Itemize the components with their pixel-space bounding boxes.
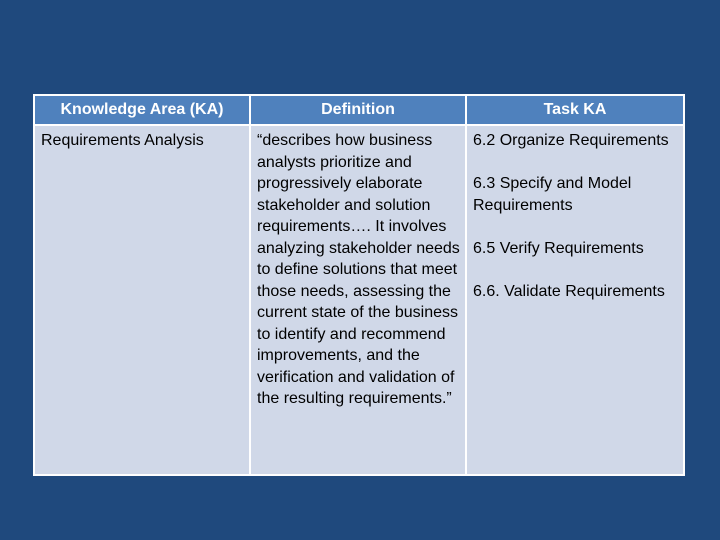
table-header-row (34, 95, 684, 125)
task-item: 6.6. Validate Requirements (473, 282, 665, 300)
cell-knowledge-area (34, 125, 250, 475)
task-list (473, 130, 677, 302)
knowledge-area-text: Requirements Analysis (41, 132, 204, 149)
header-task-ka: Task KA (466, 95, 684, 125)
table-row (34, 125, 684, 475)
task-item: 6.2 Organize Requirements (473, 132, 669, 149)
task-item: 6.3 Specify and Model Requirements (473, 175, 632, 214)
ka-table (33, 94, 685, 476)
task-item: 6.5 Verify Requirements (473, 239, 644, 257)
cell-definition (250, 125, 466, 475)
header-knowledge-area: Knowledge Area (KA) (34, 95, 250, 125)
definition-text: “describes how business analysts prioritize and progressively elaborate stakeholder and solution requirements…. It involves analyzing stakeholder needs to define solutions that meet those needs, assessing the current state of the business to identify and recommend improvements, and the verification and validation of the resulting requirements.” (257, 132, 460, 407)
cell-task-ka (466, 125, 684, 475)
header-definition: Definition (250, 95, 466, 125)
